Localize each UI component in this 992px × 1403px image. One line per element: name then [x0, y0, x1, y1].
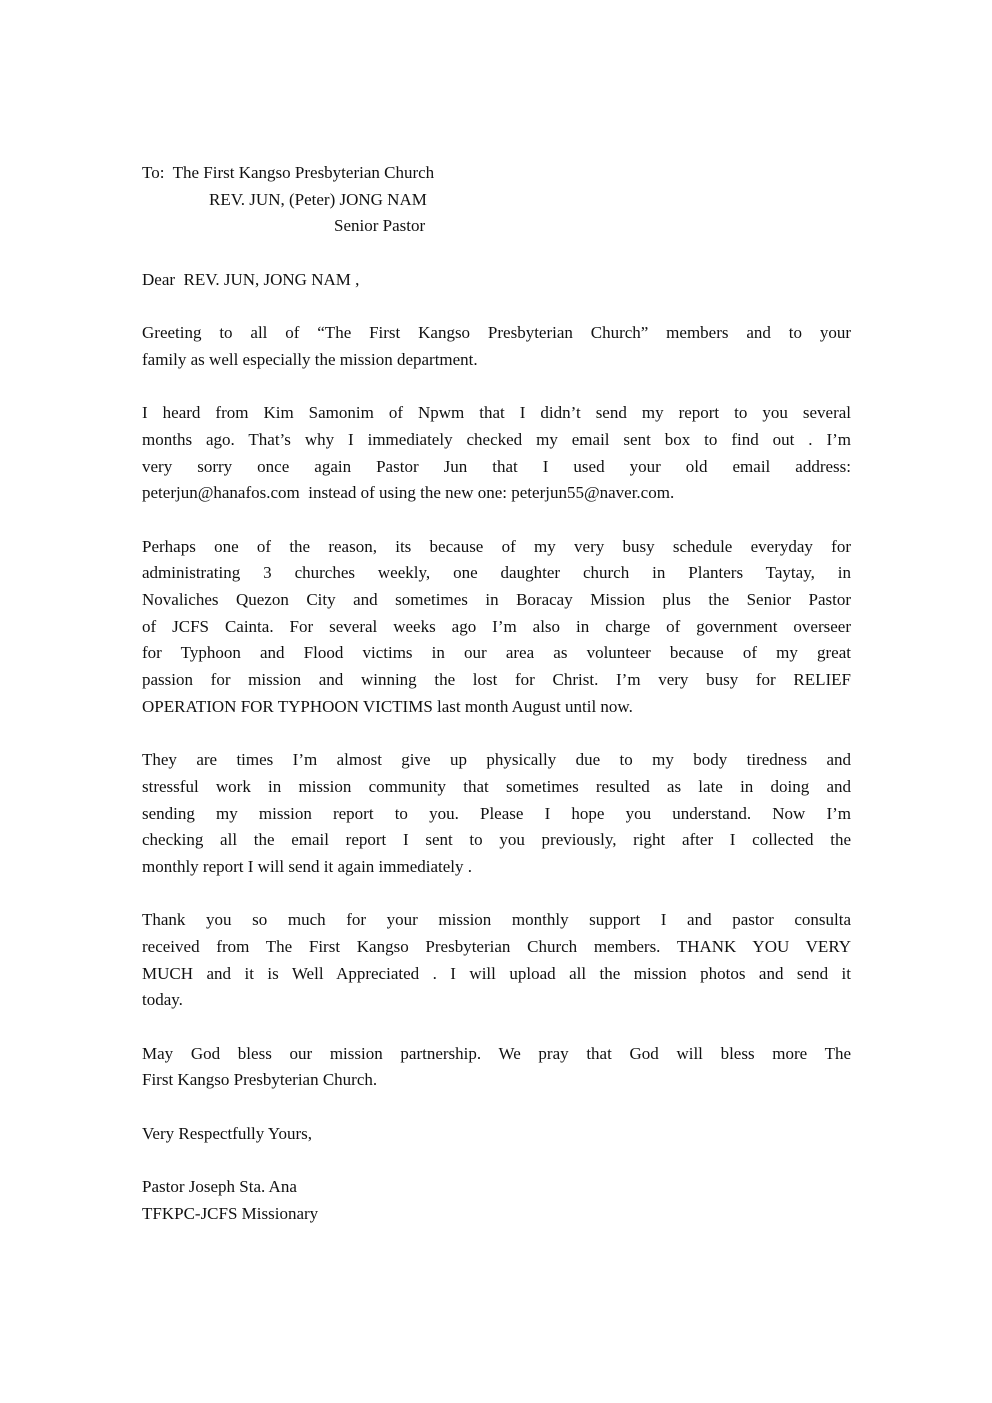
body-paragraph — [142, 400, 851, 507]
paragraph-line: sending my mission report to you. Please I hope you understand. Now I’m — [142, 803, 851, 823]
body-paragraph — [142, 320, 851, 373]
paragraph-line: checking all the email report I sent to you previously, right after I collected the — [142, 830, 851, 850]
salutation: Dear REV. JUN, JONG NAM , — [142, 269, 360, 289]
address-block — [142, 160, 851, 240]
paragraph-line: Perhaps one of the reason, its because of my very busy schedule everyday for — [142, 536, 851, 556]
letter-body — [142, 320, 851, 1094]
recipient-title: Senior Pastor — [334, 216, 426, 236]
paragraph-line: OPERATION FOR TYPHOON VICTIMS last month August until now. — [142, 696, 633, 716]
to-line: To: The First Kangso Presbyterian Church — [142, 163, 435, 182]
signature-block — [142, 1174, 851, 1227]
body-paragraph — [142, 534, 851, 721]
paragraph-line: peterjun@hanafos.com instead of using the new one: peterjun55@naver.com. — [142, 483, 675, 503]
paragraph-line: for Typhoon and Flood victims in our area as volunteer because of my great — [142, 643, 851, 663]
paragraph-line: family as well especially the mission department. — [142, 349, 478, 369]
paragraph-line: stressful work in mission community that sometimes resulted as late in doing and — [142, 776, 851, 796]
closing: Very Respectfully Yours, — [142, 1123, 312, 1143]
paragraph-line: I heard from Kim Samonim of Npwm that I didn’t send my report to you several — [142, 403, 851, 423]
paragraph-line: monthly report I will send it again immediately . — [142, 856, 473, 876]
signature-name: Pastor Joseph Sta. Ana — [142, 1177, 297, 1197]
recipient-name: REV. JUN, (Peter) JONG NAM — [209, 189, 427, 209]
paragraph-line: First Kangso Presbyterian Church. — [142, 1070, 378, 1090]
paragraph-line: May God bless our mission partnership. We pray that God will bless more The — [142, 1043, 851, 1063]
paragraph-line: Novaliches Quezon City and sometimes in Boracay Mission plus the Senior Pastor — [142, 590, 851, 609]
body-paragraph — [142, 907, 851, 1014]
paragraph-line: Greeting to all of “The First Kangso Presbyterian Church” members and to your — [142, 323, 851, 343]
paragraph-line: very sorry once again Pastor Jun that I used your old email address: — [142, 456, 851, 476]
letter — [142, 160, 851, 1228]
paragraph-line: They are times I’m almost give up physically due to my body tiredness and — [142, 750, 851, 770]
paragraph-line: passion for mission and winning the lost for Christ. I’m very busy for RELIEF — [142, 670, 851, 690]
paragraph-line: MUCH and it is Well Appreciated . I will upload all the mission photos and send it — [142, 963, 851, 983]
body-paragraph — [142, 1041, 851, 1094]
paragraph-line: months ago. That’s why I immediately checked my email sent box to find out . I’m — [142, 429, 851, 449]
paragraph-line: administrating 3 churches weekly, one daughter church in Planters Taytay, in — [142, 563, 851, 583]
paragraph-line: of JCFS Cainta. For several weeks ago I’m also in charge of government overseer — [142, 616, 851, 636]
paragraph-line: Thank you so much for your mission monthly support I and pastor consulta — [142, 910, 851, 930]
signature-title: TFKPC-JCFS Missionary — [142, 1203, 319, 1223]
paragraph-line: today. — [142, 990, 183, 1010]
body-paragraph — [142, 747, 851, 880]
paragraph-line: received from The First Kangso Presbyterian Church members. THANK YOU VERY — [142, 936, 851, 956]
